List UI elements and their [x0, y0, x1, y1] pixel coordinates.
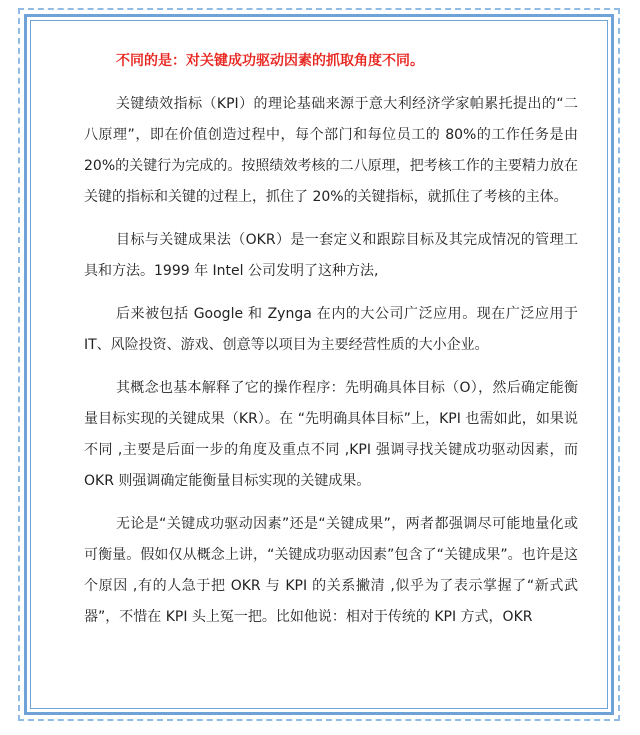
- article-body: [84, 46, 578, 633]
- paragraph-okr-definition: 目标与关键成果法（OKR）是一套定义和跟踪目标及其完成情况的管理工具和方法。1999 年 Intel 公司发明了这种方法,: [84, 232, 578, 279]
- paragraph-kpi: 关键绩效指标（KPI）的理论基础来源于意大利经济学家帕累托提出的“二八原理”，即在价值创造过程中，每个部门和每位员工的 80%的工作任务是由 20%的关键行为完成的。按照绩效考核的二八原理，把考核工作的主要精力放在关键的指标和关键的过程上，抓住了 20%的关键指标，就抓住了考核的主体。: [84, 96, 578, 205]
- highlight-heading: 不同的是：对关键成功驱动因素的抓取角度不同。: [116, 53, 424, 69]
- paragraph-okr-adoption: 后来被包括 Google 和 Zynga 在内的大公司广泛应用。现在广泛应用于 IT、风险投资、游戏、创意等以项目为主要经营性质的大小企业。: [84, 306, 578, 353]
- paragraph-comparison: 无论是“关键成功驱动因素”还是“关键成果”，两者都强调尽可能地量化或可衡量。假如仅从概念上讲，“关键成功驱动因素”包含了“关键成果”。也许是这个原因 ,有的人急于把 OKR 与 KPI 的关系撇清 ,似乎为了表示掌握了“新式武器”，不惜在 KPI 头上冤一把。比如他说：相对于传统的 KPI 方式，OKR: [84, 516, 578, 625]
- paragraph-concept: 其概念也基本解释了它的操作程序：先明确具体目标（O），然后确定能衡量目标实现的关键成果（KR）。在 “先明确具体目标”上，KPI 也需如此，如果说不同 ,主要是后面一步的角度及重点不同 ,KPI 强调寻找关键成功驱动因素，而 OKR 则强调确定能衡量目标实现的关键成果。: [84, 380, 578, 489]
